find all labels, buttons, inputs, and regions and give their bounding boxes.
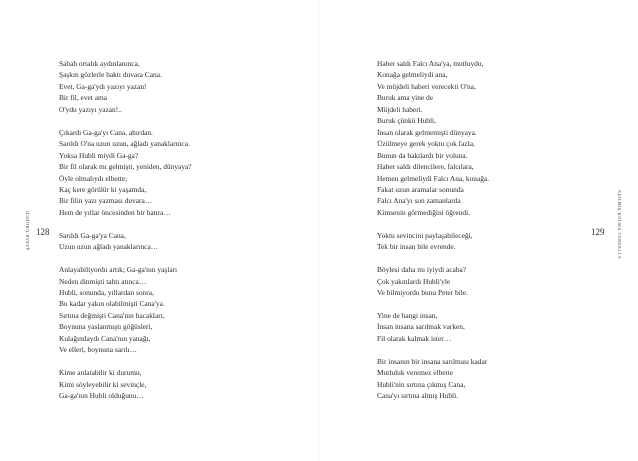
- poem-line: Ga-ga'nın Hubli olduğunu…: [59, 391, 144, 401]
- poem-line: Buruk çünkü Hubli,: [377, 116, 436, 126]
- poem-line: Yoktu sevincini paylaşabileceği,: [377, 230, 473, 240]
- poem-line: Haber saldı dilencilere, falcılara,: [377, 162, 474, 172]
- poem-line: Kaç kere görülür ki yaşamda,: [59, 184, 147, 194]
- poem-line: O'ydu yazıyı yazan!..: [59, 104, 122, 114]
- right-page: [319, 0, 638, 461]
- poem-line: Anlayabiliyordu artık; Ga-ga'nın yaşları: [59, 265, 178, 275]
- stanza: [59, 264, 309, 356]
- poem-line: Evet, Ga-ga'ydı yazıyı yazan!: [59, 81, 147, 91]
- left-page-number: 128: [36, 227, 50, 237]
- poem-line: Sırtına değmişti Cana'nın bacakları,: [59, 310, 165, 320]
- poem-line: Haber saldı Falcı Ana'ya, mutluydu,: [377, 59, 484, 68]
- left-poem-column: [59, 58, 309, 413]
- poem-line: Kime anlatabilir ki durumu,: [59, 368, 142, 378]
- stanza: [59, 127, 309, 219]
- poem-line: Sabah ortalık aydınlanınca,: [59, 59, 140, 68]
- stanza: [59, 367, 309, 401]
- stanza: [377, 310, 617, 344]
- stanza: [59, 230, 309, 253]
- poem-line: Bir fil olarak mı gelmişti, yeniden, dünyaya?: [59, 162, 192, 172]
- poem-line: Kimi söyleyebilir ki sevinçle,: [59, 379, 147, 389]
- poem-line: Bu kadar yakın olabilmişti Cana'ya.: [59, 299, 165, 309]
- poem-line: Ve elleri, boynuna sarılı…: [59, 345, 137, 355]
- poem-line: Falcı Ana'yı son zamanlarda: [377, 196, 461, 206]
- poem-line: Bir insanın bir insana sarılması kadar: [377, 356, 488, 366]
- poem-line: Sarıldı O'na uzun uzun, ağladı yanaklarınca.: [59, 139, 190, 149]
- poem-line: Bunun da bakılardı bir yoluna.: [377, 150, 468, 160]
- poem-line: Bir filin yazı yazması duvara…: [59, 196, 153, 206]
- poem-line: Çıkardı Ga-ga'yı Cana, ahırdan.: [59, 127, 153, 137]
- poem-line: Mutluluk veremez elbette: [377, 368, 453, 378]
- poem-line: Yine de hangi insan,: [377, 310, 438, 320]
- poem-line: Hem de yıllar öncesinden bir hatıra…: [59, 207, 171, 217]
- poem-line: Böylesi daha mı iyiydi acaba?: [377, 265, 467, 275]
- poem-line: Bir fil, evet ama: [59, 93, 108, 103]
- poem-line: Boynuna yaslanmıştı göğüsleri,: [59, 322, 153, 332]
- poem-line: Ve bilmiyordu bunu Peter bile.: [377, 288, 468, 298]
- poem-line: Kulağındaydı Cana'nın yanağı,: [59, 333, 151, 343]
- stanza: [377, 58, 617, 218]
- poem-line: Kimsenin görmediğini öğrendi.: [377, 207, 470, 217]
- poem-line: İnsan olarak gelmemişti dünyaya.: [377, 127, 477, 137]
- stanza: [59, 58, 309, 115]
- right-running-head: AŞILMIŞ KULMA VANGELİ S: [617, 190, 622, 260]
- poem-line: İnsan insana sarılmak varken,: [377, 322, 465, 332]
- poem-line: Tek bir insan bile evrende.: [377, 242, 456, 252]
- poem-line: Fil olarak kalmak ister…: [377, 333, 452, 343]
- poem-line: Fakat uzun aramalar sonunda: [377, 184, 464, 194]
- poem-line: Üzülmeye gerek yoktu çok fazla,: [377, 139, 475, 149]
- poem-line: Yoksa Hubli miydi Ga-ga?: [59, 150, 139, 160]
- poem-line: Öyle olmalıydı elbette;: [59, 173, 128, 183]
- poem-line: Çok yakınlardı Hubli'yle: [377, 276, 451, 286]
- right-page-number: 129: [591, 227, 605, 237]
- poem-line: Hubli'nin sırtına çıkmış Cana,: [377, 379, 466, 389]
- stanza: [377, 356, 617, 402]
- poem-line: Hubli, sonunda, yıllardan sonra,: [59, 288, 154, 298]
- poem-line: Şaşkın gözlerle baktı duvara Cana.: [59, 70, 162, 80]
- stanza: [377, 230, 617, 253]
- poem-line: Sarıldı Ga-ga'ya Cana,: [59, 230, 126, 240]
- left-running-head: ŞAFAK ÜRGÜCÜ: [25, 210, 30, 250]
- poem-line: Hemen gelmeliydi Falcı Ana, konağa.: [377, 173, 490, 183]
- poem-line: Neden dinmişti tahtı atınca…: [59, 276, 147, 286]
- poem-line: Cana'yı sırtına almış Hubli.: [377, 391, 458, 401]
- poem-line: Müjdeli haberi.: [377, 104, 423, 114]
- poem-line: Ve müjdeli haberi verecekti O'na,: [377, 81, 476, 91]
- poem-line: Uzun uzun ağladı yanaklarınca…: [59, 242, 159, 252]
- poem-line: Konağa gelmeliydi ana,: [377, 70, 448, 80]
- poem-line: Buruk ama yine de: [377, 93, 434, 103]
- stanza: [377, 264, 617, 298]
- right-poem-column: [377, 58, 617, 413]
